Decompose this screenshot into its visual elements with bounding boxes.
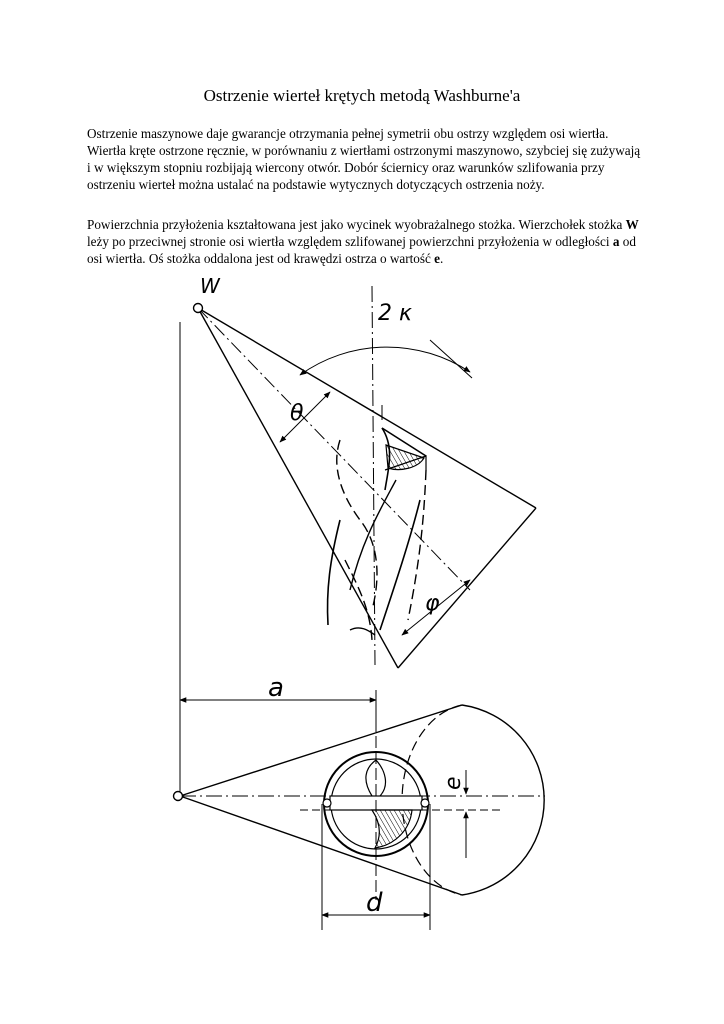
label-theta: θ — [290, 401, 304, 426]
document-title: Ostrzenie wierteł krętych metodą Washburne'a — [203, 86, 521, 105]
label-a: a — [268, 673, 284, 703]
label-e: e — [441, 776, 466, 790]
label-d: d — [366, 888, 383, 918]
paragraph-text: leży po przeciwnej stronie osi wiertła względem szlifowanej powierzchni przyłożenia w odległości — [87, 234, 613, 249]
label-phi: φ — [425, 591, 440, 616]
side-view — [180, 286, 536, 796]
cone-edge-bottom — [180, 796, 462, 895]
bold-e: e — [434, 251, 441, 266]
hatched-cut — [386, 445, 424, 470]
label-w: W — [200, 274, 220, 298]
bold-a: a — [612, 234, 620, 249]
paragraph-text: . — [440, 251, 444, 266]
cone-edge-top — [180, 705, 462, 796]
bold-w: W — [625, 217, 639, 232]
theta-dimension — [280, 392, 330, 442]
angle-2k-arc — [300, 347, 470, 375]
drill-axis — [372, 286, 375, 665]
drill-flank-dashed — [337, 440, 377, 610]
apex-point — [194, 304, 203, 313]
label-2k: 2 κ — [378, 301, 412, 326]
cone-edge-upper — [198, 308, 536, 508]
paragraph-text: od osi wiertła. Oś stożka oddalona jest od krawędzi ostrza o wartość — [87, 234, 636, 266]
apex-point-end — [174, 792, 183, 801]
drill-body-left — [328, 520, 341, 625]
end-view — [174, 690, 546, 930]
paragraph-intro: Ostrzenie maszynowe daje gwarancje otrzymania pełnej symetrii obu ostrzy względem osi wiertła. Wiertła kręte ostrzone ręcznie, w porównaniu z wiertłami ostrzonymi maszynowo, szybciej się zużywają i w większym stopniu rozbijają wiercony otwór. Dobór ściernicy oraz warunków szlifowania przy ostrzeniu wierteł można ustalać na podstawie wytycznych dotyczących ostrzenia noży. — [87, 126, 641, 192]
cone-base-edge — [398, 508, 536, 668]
cone-edge-lower — [198, 308, 398, 668]
cone-base-arc — [462, 705, 544, 895]
hatched-flute — [372, 810, 412, 848]
paragraph-text: Powierzchnia przyłożenia kształtowana jest jako wycinek wyobrażalnego stożka. Wierzchołek stożka — [87, 217, 626, 232]
